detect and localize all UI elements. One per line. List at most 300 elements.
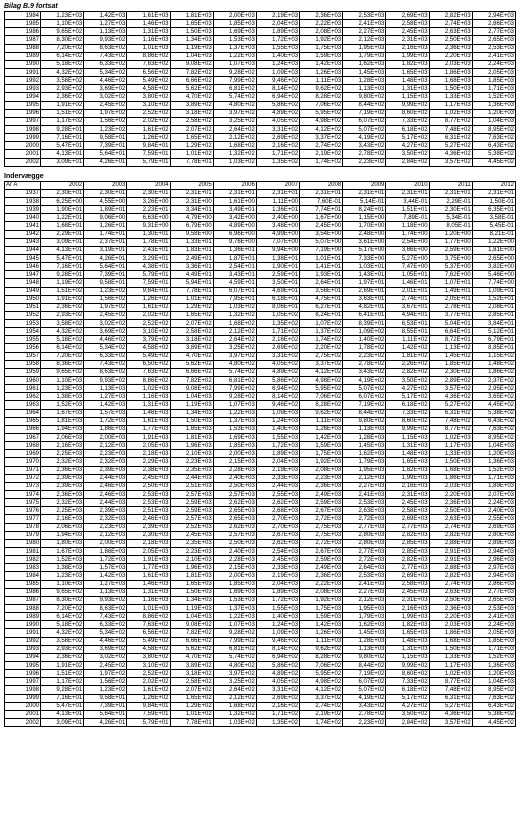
value-cell: 6,14E+02	[41, 52, 84, 60]
value-cell: 2,85E+03	[386, 539, 429, 547]
value-cell: 1,36E+03	[472, 661, 515, 669]
value-cell: 2,74E+01	[386, 295, 429, 303]
value-cell: 1,31E+03	[127, 588, 170, 596]
value-cell: 2,49E+03	[300, 491, 343, 499]
value-cell: 2,53E+03	[472, 44, 515, 52]
year-cell: 1993	[5, 85, 41, 93]
value-cell: 1,52E+03	[41, 556, 84, 564]
value-cell: 4,27E+02	[386, 702, 429, 710]
value-cell: 2,63E+03	[429, 515, 472, 523]
value-cell: 1,33E+03	[429, 93, 472, 101]
value-cell: 4,26E+01	[84, 158, 127, 166]
value-cell: 2,75E+02	[300, 352, 343, 360]
value-cell: 1,55E+03	[256, 604, 299, 612]
value-cell: 2,62E+03	[213, 523, 256, 531]
value-cell: 1,04E+03	[472, 117, 515, 125]
value-cell: 1,09E+03	[256, 409, 299, 417]
value-cell: 6,14E+02	[41, 613, 84, 621]
value-cell: 2,53E+03	[127, 499, 170, 507]
value-cell: 1,85E+03	[213, 442, 256, 450]
value-cell: 1,71E+02	[256, 710, 299, 718]
value-cell: 1,86E+03	[429, 474, 472, 482]
value-cell: 2,46E+03	[127, 515, 170, 523]
value-cell: 7,20E+02	[41, 44, 84, 52]
value-cell: 1,95E+03	[343, 44, 386, 52]
value-cell: 3,58E+02	[41, 77, 84, 85]
value-cell: 9,65E+02	[41, 368, 84, 376]
value-cell: 6,66E+02	[170, 368, 213, 376]
value-cell: 2,29E-01	[429, 197, 472, 205]
value-cell: 1,85E+03	[472, 637, 515, 645]
value-cell: 6,94E+02	[256, 653, 299, 661]
value-cell: 3,97E+02	[213, 352, 256, 360]
value-cell: 1,86E+03	[84, 425, 127, 433]
value-cell: 9,80E+02	[343, 653, 386, 661]
value-cell: 7,63E+02	[472, 425, 515, 433]
value-cell: 2,89E+02	[429, 377, 472, 385]
value-cell: 2,36E+03	[300, 12, 343, 20]
table-row	[5, 661, 516, 669]
value-cell: 1,10E+03	[41, 20, 84, 28]
value-cell: 7,19E+02	[343, 109, 386, 117]
value-cell: 2,27E+03	[343, 482, 386, 490]
value-cell: 1,16E+03	[127, 393, 170, 401]
value-cell: 1,02E+03	[429, 109, 472, 117]
value-cell: 1,23E+02	[84, 686, 127, 694]
table-row	[5, 344, 516, 352]
value-cell: 1,55E+03	[256, 44, 299, 52]
header-year-cell: 2008	[300, 181, 343, 189]
value-cell: 1,29E+02	[170, 303, 213, 311]
year-cell: 1999	[5, 134, 41, 142]
value-cell: 2,31E+03	[386, 596, 429, 604]
value-cell: 2,69E+03	[386, 12, 429, 20]
value-cell: 7,16E+01	[41, 134, 84, 142]
value-cell: 1,18E+00	[386, 222, 429, 230]
year-cell: 1950	[5, 295, 41, 303]
value-cell: 2,32E+03	[84, 515, 127, 523]
value-cell: 2,77E+03	[386, 523, 429, 531]
value-cell: 1,52E+03	[41, 401, 84, 409]
value-cell: 3,42E+00	[213, 214, 256, 222]
value-cell: 9,65E+02	[41, 588, 84, 596]
value-cell: 1,11E+02	[386, 336, 429, 344]
value-cell: 2,04E+03	[256, 20, 299, 28]
value-cell: 7,20E+02	[41, 352, 84, 360]
value-cell: 1,79E+03	[343, 52, 386, 60]
table-row	[5, 320, 516, 328]
value-cell: 1,35E+02	[256, 158, 299, 166]
value-cell: 2,10E+03	[170, 450, 213, 458]
value-cell: 5,94E+01	[170, 279, 213, 287]
value-cell: 1,77E+03	[127, 564, 170, 572]
value-cell: 6,56E+02	[127, 68, 170, 76]
value-cell: 1,52E+03	[472, 93, 515, 101]
value-cell: 3,56E+01	[300, 287, 343, 295]
value-cell: 4,13E+01	[41, 246, 84, 254]
value-cell: 2,59E+03	[170, 507, 213, 515]
value-cell: 1,53E+03	[213, 425, 256, 433]
value-cell: 1,23E+02	[84, 125, 127, 133]
value-cell: 1,97E+02	[84, 670, 127, 678]
value-cell: 1,03E+01	[343, 263, 386, 271]
value-cell: 2,02E+02	[127, 117, 170, 125]
value-cell: 7,19E+00	[300, 246, 343, 254]
value-cell: 5,47E+01	[41, 142, 84, 150]
value-cell: 4,05E+02	[256, 360, 299, 368]
value-cell: 1,27E+03	[84, 580, 127, 588]
value-cell: 4,27E+02	[386, 142, 429, 150]
year-cell: 1994	[5, 653, 41, 661]
year-cell: 1981	[5, 548, 41, 556]
value-cell: 2,82E+03	[429, 12, 472, 20]
value-cell: 1,86E+03	[84, 548, 127, 556]
value-cell: 2,39E+03	[84, 507, 127, 515]
value-cell: 2,43E+01	[127, 246, 170, 254]
value-cell: 1,46E+01	[386, 279, 429, 287]
value-cell: 2,72E+03	[300, 539, 343, 547]
value-cell: 2,74E+03	[429, 580, 472, 588]
value-cell: 3,34E+01	[170, 206, 213, 214]
value-cell: 2,59E+01	[256, 271, 299, 279]
value-cell: 4,46E+02	[84, 637, 127, 645]
value-cell: 2,88E+03	[429, 564, 472, 572]
value-cell: 3,69E+02	[84, 645, 127, 653]
year-cell: 1991	[5, 68, 41, 76]
value-cell: 7,62E+00	[429, 271, 472, 279]
value-cell: 1,50E+03	[170, 588, 213, 596]
value-cell: 3,43E+02	[343, 368, 386, 376]
value-cell: 5,14E-01	[343, 197, 386, 205]
value-cell: 2,74E+03	[429, 20, 472, 28]
value-cell: 1,81E+03	[170, 572, 213, 580]
table-row	[5, 295, 516, 303]
value-cell: 1,99E+03	[386, 613, 429, 621]
value-cell: 2,80E+03	[472, 531, 515, 539]
value-cell: 7,95E+01	[213, 295, 256, 303]
value-cell: 8,36E+02	[41, 360, 84, 368]
value-cell: 4,45E+02	[472, 718, 515, 726]
value-cell: 6,64E+01	[429, 328, 472, 336]
value-cell: 2,04E+03	[256, 580, 299, 588]
value-cell: 2,37E+01	[84, 238, 127, 246]
value-cell: 1,51E+01	[386, 206, 429, 214]
value-cell: 9,08E+02	[170, 621, 213, 629]
value-cell: 5,04E+01	[429, 320, 472, 328]
value-cell: 6,27E+01	[300, 303, 343, 311]
value-cell: 1,91E+02	[41, 101, 84, 109]
value-cell: 2,16E+02	[256, 142, 299, 150]
value-cell: 2,86E+03	[472, 20, 515, 28]
value-cell: 3,50E+02	[386, 150, 429, 158]
value-cell: 2,33E+03	[256, 564, 299, 572]
table-row	[5, 694, 516, 702]
value-cell: 3,84E+01	[472, 320, 515, 328]
value-cell: 9,46E+02	[256, 77, 299, 85]
value-cell: 8,63E+02	[84, 44, 127, 52]
year-cell: 1997	[5, 678, 41, 686]
value-cell: 2,96E+03	[472, 556, 515, 564]
value-cell: 2,31E+01	[256, 189, 299, 197]
value-cell: 5,17E+02	[386, 134, 429, 142]
value-cell: 2,52E+02	[127, 109, 170, 117]
value-cell: 5,49E+02	[127, 352, 170, 360]
value-cell: 7,16E+01	[41, 694, 84, 702]
value-cell: 7,43E+02	[84, 360, 127, 368]
value-cell: 6,79E+01	[472, 336, 515, 344]
value-cell: 8,55E+01	[386, 328, 429, 336]
year-cell: 2002	[5, 718, 41, 726]
value-cell: 2,95E+02	[472, 385, 515, 393]
value-cell: 1,86E+03	[429, 629, 472, 637]
year-cell: 1960	[5, 377, 41, 385]
value-cell: 1,92E+03	[300, 458, 343, 466]
value-cell: 1,77E+03	[127, 425, 170, 433]
value-cell: 3,80E+02	[127, 653, 170, 661]
value-cell: 9,28E+01	[41, 125, 84, 133]
value-cell: 2,06E+03	[41, 523, 84, 531]
value-cell: 3,31E+02	[256, 125, 299, 133]
value-cell: 2,85E+01	[472, 311, 515, 319]
value-cell: 3,54E+00	[300, 230, 343, 238]
value-cell: 5,27E+02	[429, 401, 472, 409]
table-row	[5, 77, 516, 85]
value-cell: 1,15E+02	[472, 352, 515, 360]
value-cell: 1,48E+03	[386, 450, 429, 458]
value-cell: 1,17E+03	[429, 661, 472, 669]
value-cell: 8,39E+01	[343, 320, 386, 328]
value-cell: 2,32E+03	[41, 458, 84, 466]
table-row	[5, 425, 516, 433]
value-cell: 7,63E+02	[127, 368, 170, 376]
value-cell: 7,59E+01	[127, 150, 170, 158]
value-cell: 7,78E+01	[170, 158, 213, 166]
value-cell: 7,59E+01	[127, 710, 170, 718]
value-cell: 7,06E+02	[300, 661, 343, 669]
value-cell: 4,36E+02	[429, 710, 472, 718]
value-cell: 2,24E+03	[472, 499, 515, 507]
value-cell: 8,05E-01	[429, 222, 472, 230]
value-cell: 2,10E+03	[170, 556, 213, 564]
year-cell: 1990	[5, 60, 41, 68]
value-cell: 1,81E+03	[170, 434, 213, 442]
value-cell: 1,24E+03	[256, 621, 299, 629]
value-cell: 1,74E+01	[84, 230, 127, 238]
value-cell: 3,02E+02	[84, 93, 127, 101]
value-cell: 2,30E+01	[84, 189, 127, 197]
value-cell: 1,86E+03	[429, 68, 472, 76]
value-cell: 5,27E+02	[429, 142, 472, 150]
value-cell: 7,39E+01	[84, 271, 127, 279]
value-cell: 8,30E+02	[41, 596, 84, 604]
value-cell: 2,86E+03	[472, 580, 515, 588]
value-cell: 9,46E+02	[256, 401, 299, 409]
value-cell: 1,75E+03	[300, 44, 343, 52]
value-cell: 1,10E+03	[41, 580, 84, 588]
value-cell: 7,20E+02	[41, 604, 84, 612]
value-cell: 3,65E+02	[472, 393, 515, 401]
value-cell: 1,65E+03	[170, 425, 213, 433]
value-cell: 6,43E+02	[472, 702, 515, 710]
value-cell: 1,71E+03	[472, 645, 515, 653]
value-cell: 6,81E+02	[213, 377, 256, 385]
value-cell: 3,43E+02	[343, 142, 386, 150]
value-cell: 1,33E+03	[429, 653, 472, 661]
value-cell: 8,60E+02	[386, 109, 429, 117]
table-row	[5, 206, 516, 214]
value-cell: 2,25E+03	[41, 450, 84, 458]
value-cell: 4,12E+02	[300, 686, 343, 694]
value-cell: 2,64E+02	[213, 686, 256, 694]
value-cell: 1,51E+02	[41, 670, 84, 678]
value-cell: 4,58E+02	[127, 344, 170, 352]
value-cell: 1,59E+03	[300, 52, 343, 60]
value-cell: 3,25E+02	[213, 678, 256, 686]
value-cell: 2,48E+00	[343, 230, 386, 238]
value-cell: 4,98E+02	[300, 377, 343, 385]
value-cell: 7,33E+02	[386, 117, 429, 125]
table-row	[5, 368, 516, 376]
value-cell: 2,36E+02	[41, 93, 84, 101]
value-cell: 3,69E+02	[84, 328, 127, 336]
value-cell: 2,05E+03	[127, 548, 170, 556]
value-cell: 2,31E+01	[386, 189, 429, 197]
value-cell: 9,28E+02	[213, 393, 256, 401]
value-cell: 2,84E+02	[386, 718, 429, 726]
value-cell: 2,16E+03	[386, 44, 429, 52]
value-cell: 1,41E+01	[300, 263, 343, 271]
value-cell: 2,36E+03	[300, 482, 343, 490]
value-cell: 1,13E+02	[429, 344, 472, 352]
value-cell: 5,95E+02	[300, 385, 343, 393]
value-cell: 6,31E+02	[429, 694, 472, 702]
value-cell: 2,08E+03	[300, 28, 343, 36]
value-cell: 1,89E+03	[472, 482, 515, 490]
year-cell: 1996	[5, 670, 41, 678]
value-cell: 1,65E+02	[170, 134, 213, 142]
value-cell: 3,25E+02	[213, 344, 256, 352]
value-cell: 5,18E+02	[41, 60, 84, 68]
value-cell: 1,40E+03	[256, 425, 299, 433]
value-cell: 2,12E+03	[343, 36, 386, 44]
year-cell: 1988	[5, 604, 41, 612]
value-cell: 1,68E+02	[213, 142, 256, 150]
value-cell: 1,15E+03	[386, 653, 429, 661]
value-cell: 1,33E+01	[170, 238, 213, 246]
value-cell: 2,31E+03	[386, 36, 429, 44]
value-cell: 1,37E+03	[213, 44, 256, 52]
year-cell: 1966	[5, 425, 41, 433]
value-cell: 2,23E+02	[343, 718, 386, 726]
value-cell: 6,33E+02	[84, 352, 127, 360]
value-cell: 2,82E+03	[429, 572, 472, 580]
year-cell: 1965	[5, 417, 41, 425]
value-cell: 1,45E+03	[343, 68, 386, 76]
value-cell: 3,02E+02	[84, 320, 127, 328]
value-cell: 3,97E+02	[213, 670, 256, 678]
value-cell: 3,26E+00	[127, 197, 170, 205]
value-cell: 3,89E+02	[170, 661, 213, 669]
value-cell: 3,37E+02	[300, 360, 343, 368]
value-cell: 1,22E+03	[213, 613, 256, 621]
value-cell: 4,38E+01	[127, 263, 170, 271]
header-year-cell: 2012	[472, 181, 515, 189]
value-cell: 1,20E+03	[472, 109, 515, 117]
value-cell: 1,89E+01	[84, 206, 127, 214]
value-cell: 7,19E+02	[343, 670, 386, 678]
value-cell: 5,47E+01	[41, 702, 84, 710]
value-cell: 8,85E+01	[472, 344, 515, 352]
value-cell: 2,20E+03	[429, 491, 472, 499]
value-cell: 2,28E+03	[213, 556, 256, 564]
value-cell: 1,27E+03	[84, 393, 127, 401]
value-cell: 1,75E+03	[300, 450, 343, 458]
value-cell: 2,93E+02	[41, 85, 84, 93]
value-cell: 2,54E+03	[256, 548, 299, 556]
table-bilag	[4, 11, 516, 167]
year-cell: 1951	[5, 303, 41, 311]
value-cell: 1,89E+03	[256, 588, 299, 596]
value-cell: 1,05E+01	[386, 271, 429, 279]
value-cell: 1,65E+03	[170, 580, 213, 588]
value-cell: 2,75E+03	[300, 523, 343, 531]
table-row	[5, 531, 516, 539]
table-row	[5, 125, 516, 133]
value-cell: 3,48E+00	[256, 222, 299, 230]
year-cell: 1942	[5, 230, 41, 238]
value-cell: 1,65E+02	[170, 311, 213, 319]
value-cell: 1,68E+01	[41, 222, 84, 230]
value-cell: 1,31E+03	[127, 28, 170, 36]
value-cell: 1,72E+03	[256, 596, 299, 604]
value-cell: 5,37E+00	[429, 263, 472, 271]
value-cell: 1,28E+03	[343, 77, 386, 85]
value-cell: 5,12E+01	[472, 328, 515, 336]
value-cell: 2,18E+03	[127, 450, 170, 458]
value-cell: 1,49E+01	[429, 287, 472, 295]
value-cell: 1,99E+03	[386, 474, 429, 482]
value-cell: 9,65E+02	[41, 28, 84, 36]
value-cell: 1,94E+03	[41, 425, 84, 433]
value-cell: 1,72E+03	[84, 556, 127, 564]
value-cell: 7,82E+02	[170, 629, 213, 637]
value-cell: 5,64E+01	[84, 710, 127, 718]
value-cell: 1,61E+02	[127, 686, 170, 694]
value-cell: 3,18E+02	[170, 109, 213, 117]
value-cell: 2,78E+02	[343, 360, 386, 368]
value-cell: 5,34E+02	[84, 68, 127, 76]
value-cell: 2,63E+03	[429, 588, 472, 596]
value-cell: 2,57E+03	[213, 531, 256, 539]
value-cell: 9,62E+02	[300, 85, 343, 93]
value-cell: 1,13E+03	[343, 645, 386, 653]
value-cell: 7,63E+02	[127, 60, 170, 68]
value-cell: 2,23E+03	[170, 548, 213, 556]
value-cell: 1,91E+03	[127, 556, 170, 564]
value-cell: 2,12E+02	[213, 134, 256, 142]
value-cell: 1,23E+02	[84, 287, 127, 295]
value-cell: 1,50E+03	[429, 645, 472, 653]
value-cell: 1,50E+03	[429, 85, 472, 93]
value-cell: 1,01E+03	[127, 604, 170, 612]
table-row	[5, 596, 516, 604]
value-cell: 4,45E+02	[472, 401, 515, 409]
value-cell: 8,30E+02	[41, 36, 84, 44]
value-cell: 2,94E+03	[472, 12, 515, 20]
table-row	[5, 68, 516, 76]
value-cell: 3,58E+02	[41, 637, 84, 645]
value-cell: 2,69E+02	[256, 344, 299, 352]
